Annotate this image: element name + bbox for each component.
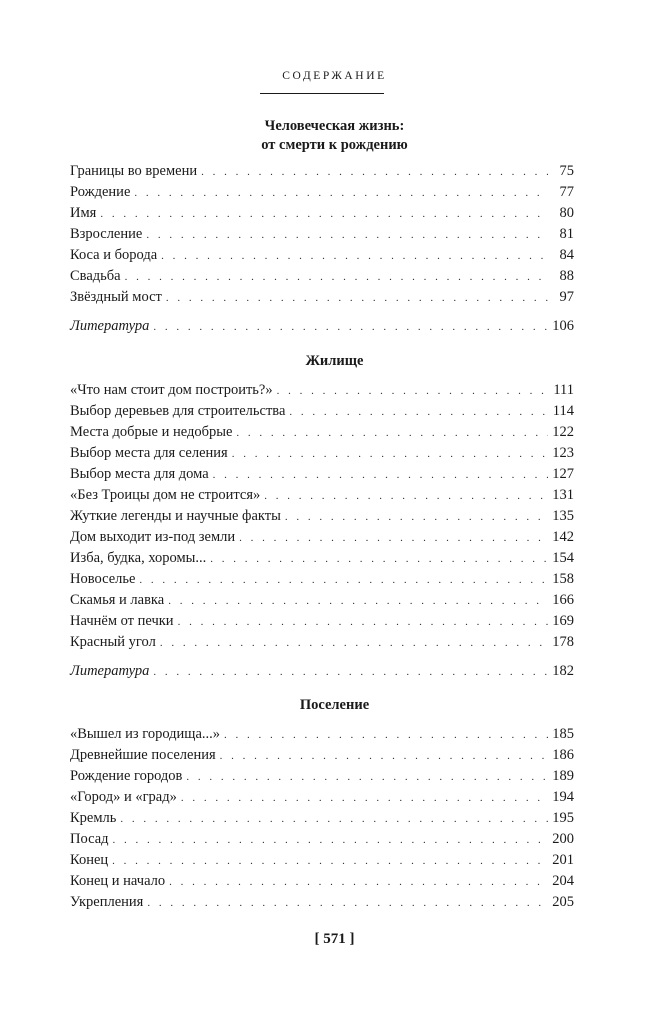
- toc-entry[interactable]: [70, 245, 574, 265]
- toc-entry[interactable]: [70, 506, 574, 526]
- toc-entry-title: Конец и начало: [70, 873, 166, 889]
- toc-entry[interactable]: [70, 766, 574, 786]
- toc-entry-title: Начнём от печки: [70, 613, 174, 629]
- toc-entry-page: 77: [559, 184, 574, 200]
- toc-entry-title: Литература: [70, 318, 150, 334]
- toc-entry-page: 194: [552, 789, 574, 805]
- toc-entry[interactable]: [70, 224, 574, 244]
- section-title-settlement: [0, 696, 669, 715]
- leader-dots: [236, 423, 548, 443]
- toc-entry-page: 158: [552, 571, 574, 587]
- toc-entry-page: 122: [552, 424, 574, 440]
- leader-dots: [100, 204, 548, 224]
- leader-dots: [181, 788, 548, 808]
- page-number: [ 571 ]: [314, 931, 355, 947]
- section-title-dwelling: [0, 352, 669, 371]
- toc-entry[interactable]: [70, 422, 574, 442]
- toc-entry-title: Коса и борода: [70, 247, 158, 263]
- toc-entry-literature[interactable]: [70, 316, 574, 336]
- toc-entry-title: Взросление: [70, 226, 143, 242]
- toc-entry-title: Имя: [70, 205, 97, 221]
- toc-entry-title: Красный угол: [70, 634, 156, 650]
- leader-dots: [201, 162, 548, 182]
- leader-dots: [277, 381, 548, 401]
- toc-entry[interactable]: [70, 161, 574, 181]
- leader-dots: [186, 767, 548, 787]
- leader-dots: [161, 246, 548, 266]
- toc-entry-page: 201: [552, 852, 574, 868]
- running-head: СОДЕРЖАНИЕ: [282, 70, 387, 82]
- toc-entry-page: 81: [559, 226, 574, 242]
- toc-entry-title: «Вышел из городища...»: [70, 726, 221, 742]
- toc-entry[interactable]: [70, 611, 574, 631]
- toc-entry-title: Выбор деревьев для строительства: [70, 403, 286, 419]
- toc-entry[interactable]: [70, 724, 574, 744]
- toc-entry[interactable]: [70, 401, 574, 421]
- toc-entry-literature[interactable]: [70, 661, 574, 681]
- leader-dots: [153, 662, 548, 682]
- section-title-line: Поселение: [299, 697, 370, 713]
- toc-entry[interactable]: [70, 569, 574, 589]
- leader-dots: [113, 830, 548, 850]
- toc-entry-title: Жуткие легенды и научные факты: [70, 508, 281, 524]
- toc-entry-title: Рождение городов: [70, 768, 183, 784]
- toc-entry-page: 127: [552, 466, 574, 482]
- leader-dots: [147, 893, 548, 913]
- toc-entry-page: 88: [559, 268, 574, 284]
- toc-entry-title: Новоселье: [70, 571, 136, 587]
- toc-entry-title: Свадьба: [70, 268, 121, 284]
- toc-entry-title: «Город» и «град»: [70, 789, 177, 805]
- toc-entry-page: 142: [552, 529, 574, 545]
- toc-entry-page: 166: [552, 592, 574, 608]
- toc-entry-title: Границы во времени: [70, 163, 198, 179]
- section-title-life: [0, 117, 669, 155]
- toc-entry[interactable]: [70, 266, 574, 286]
- toc-entry[interactable]: [70, 632, 574, 652]
- toc-entry[interactable]: [70, 443, 574, 463]
- leader-dots: [264, 486, 548, 506]
- section-title-line: Человеческая жизнь:: [264, 118, 405, 134]
- toc-entry-page: 123: [552, 445, 574, 461]
- leader-dots: [120, 809, 548, 829]
- leader-dots: [160, 633, 548, 653]
- leader-dots: [285, 507, 548, 527]
- leader-dots: [112, 851, 548, 871]
- toc-entry[interactable]: [70, 203, 574, 223]
- leader-dots: [125, 267, 548, 287]
- toc-entry[interactable]: [70, 287, 574, 307]
- leader-dots: [232, 444, 548, 464]
- leader-dots: [178, 612, 548, 632]
- toc-entry-title: Дом выходит из-под земли: [70, 529, 236, 545]
- toc-entry-page: 80: [559, 205, 574, 221]
- toc-entry[interactable]: [70, 485, 574, 505]
- toc-entry-page: 135: [552, 508, 574, 524]
- toc-entry-title: Выбор места для селения: [70, 445, 228, 461]
- toc-entry[interactable]: [70, 548, 574, 568]
- toc-entry-title: Изба, будка, хоромы...: [70, 550, 207, 566]
- toc-entry-title: Конец: [70, 852, 109, 868]
- leader-dots: [134, 183, 548, 203]
- toc-entry[interactable]: [70, 590, 574, 610]
- toc-entry-page: 200: [552, 831, 574, 847]
- toc-entry[interactable]: [70, 464, 574, 484]
- toc-entry-title: Рождение: [70, 184, 131, 200]
- leader-dots: [224, 725, 548, 745]
- leader-dots: [146, 225, 548, 245]
- toc-entry-page: 97: [559, 289, 574, 305]
- toc-entry-page: 154: [552, 550, 574, 566]
- leader-dots: [239, 528, 548, 548]
- section-title-line: Жилище: [305, 353, 364, 369]
- toc-entry[interactable]: [70, 829, 574, 849]
- leader-dots: [139, 570, 548, 590]
- leader-dots: [169, 872, 548, 892]
- toc-entry-title: Литература: [70, 663, 150, 679]
- toc-entry-page: 204: [552, 873, 574, 889]
- toc-entry-page: 131: [552, 487, 574, 503]
- toc-entry-page: 106: [552, 318, 574, 334]
- toc-entry-page: 114: [552, 403, 574, 419]
- toc-entry-title: Древнейшие поселения: [70, 747, 216, 763]
- toc-entry[interactable]: [70, 787, 574, 807]
- toc-entry-page: 111: [553, 382, 574, 398]
- toc-entry-title: «Что нам стоит дом построить?»: [70, 382, 273, 398]
- toc-entry[interactable]: [70, 182, 574, 202]
- toc-entry-page: 189: [552, 768, 574, 784]
- toc-entry[interactable]: [70, 808, 574, 828]
- toc-entry-title: Места добрые и недобрые: [70, 424, 233, 440]
- leader-dots: [166, 288, 548, 308]
- leader-dots: [210, 549, 548, 569]
- toc-entry[interactable]: [70, 850, 574, 870]
- section-title-line: от смерти к рождению: [261, 137, 408, 153]
- toc-entry-page: 182: [552, 663, 574, 679]
- toc-entry[interactable]: [70, 745, 574, 765]
- toc-entry-page: 186: [552, 747, 574, 763]
- toc-entry-page: 84: [559, 247, 574, 263]
- toc-entry-page: 195: [552, 810, 574, 826]
- toc-entry-title: Кремль: [70, 810, 117, 826]
- leader-dots: [153, 317, 548, 337]
- toc-entry-title: «Без Троицы дом не строится»: [70, 487, 261, 503]
- toc-entry-title: Выбор места для дома: [70, 466, 209, 482]
- toc-entry-page: 169: [552, 613, 574, 629]
- running-head-rule: [260, 93, 384, 94]
- toc-entry[interactable]: [70, 527, 574, 547]
- toc-entry-title: Звёздный мост: [70, 289, 162, 305]
- toc-entry[interactable]: [70, 892, 574, 912]
- toc-entry-page: 205: [552, 894, 574, 910]
- leader-dots: [168, 591, 548, 611]
- leader-dots: [289, 402, 548, 422]
- leader-dots: [220, 746, 548, 766]
- toc-entry[interactable]: [70, 380, 574, 400]
- toc-entry-title: Скамья и лавка: [70, 592, 165, 608]
- toc-entry-page: 185: [552, 726, 574, 742]
- leader-dots: [213, 465, 548, 485]
- toc-entry-title: Укрепления: [70, 894, 144, 910]
- toc-entry-page: 75: [559, 163, 574, 179]
- toc-entry[interactable]: [70, 871, 574, 891]
- toc-entry-title: Посад: [70, 831, 109, 847]
- toc-entry-page: 178: [552, 634, 574, 650]
